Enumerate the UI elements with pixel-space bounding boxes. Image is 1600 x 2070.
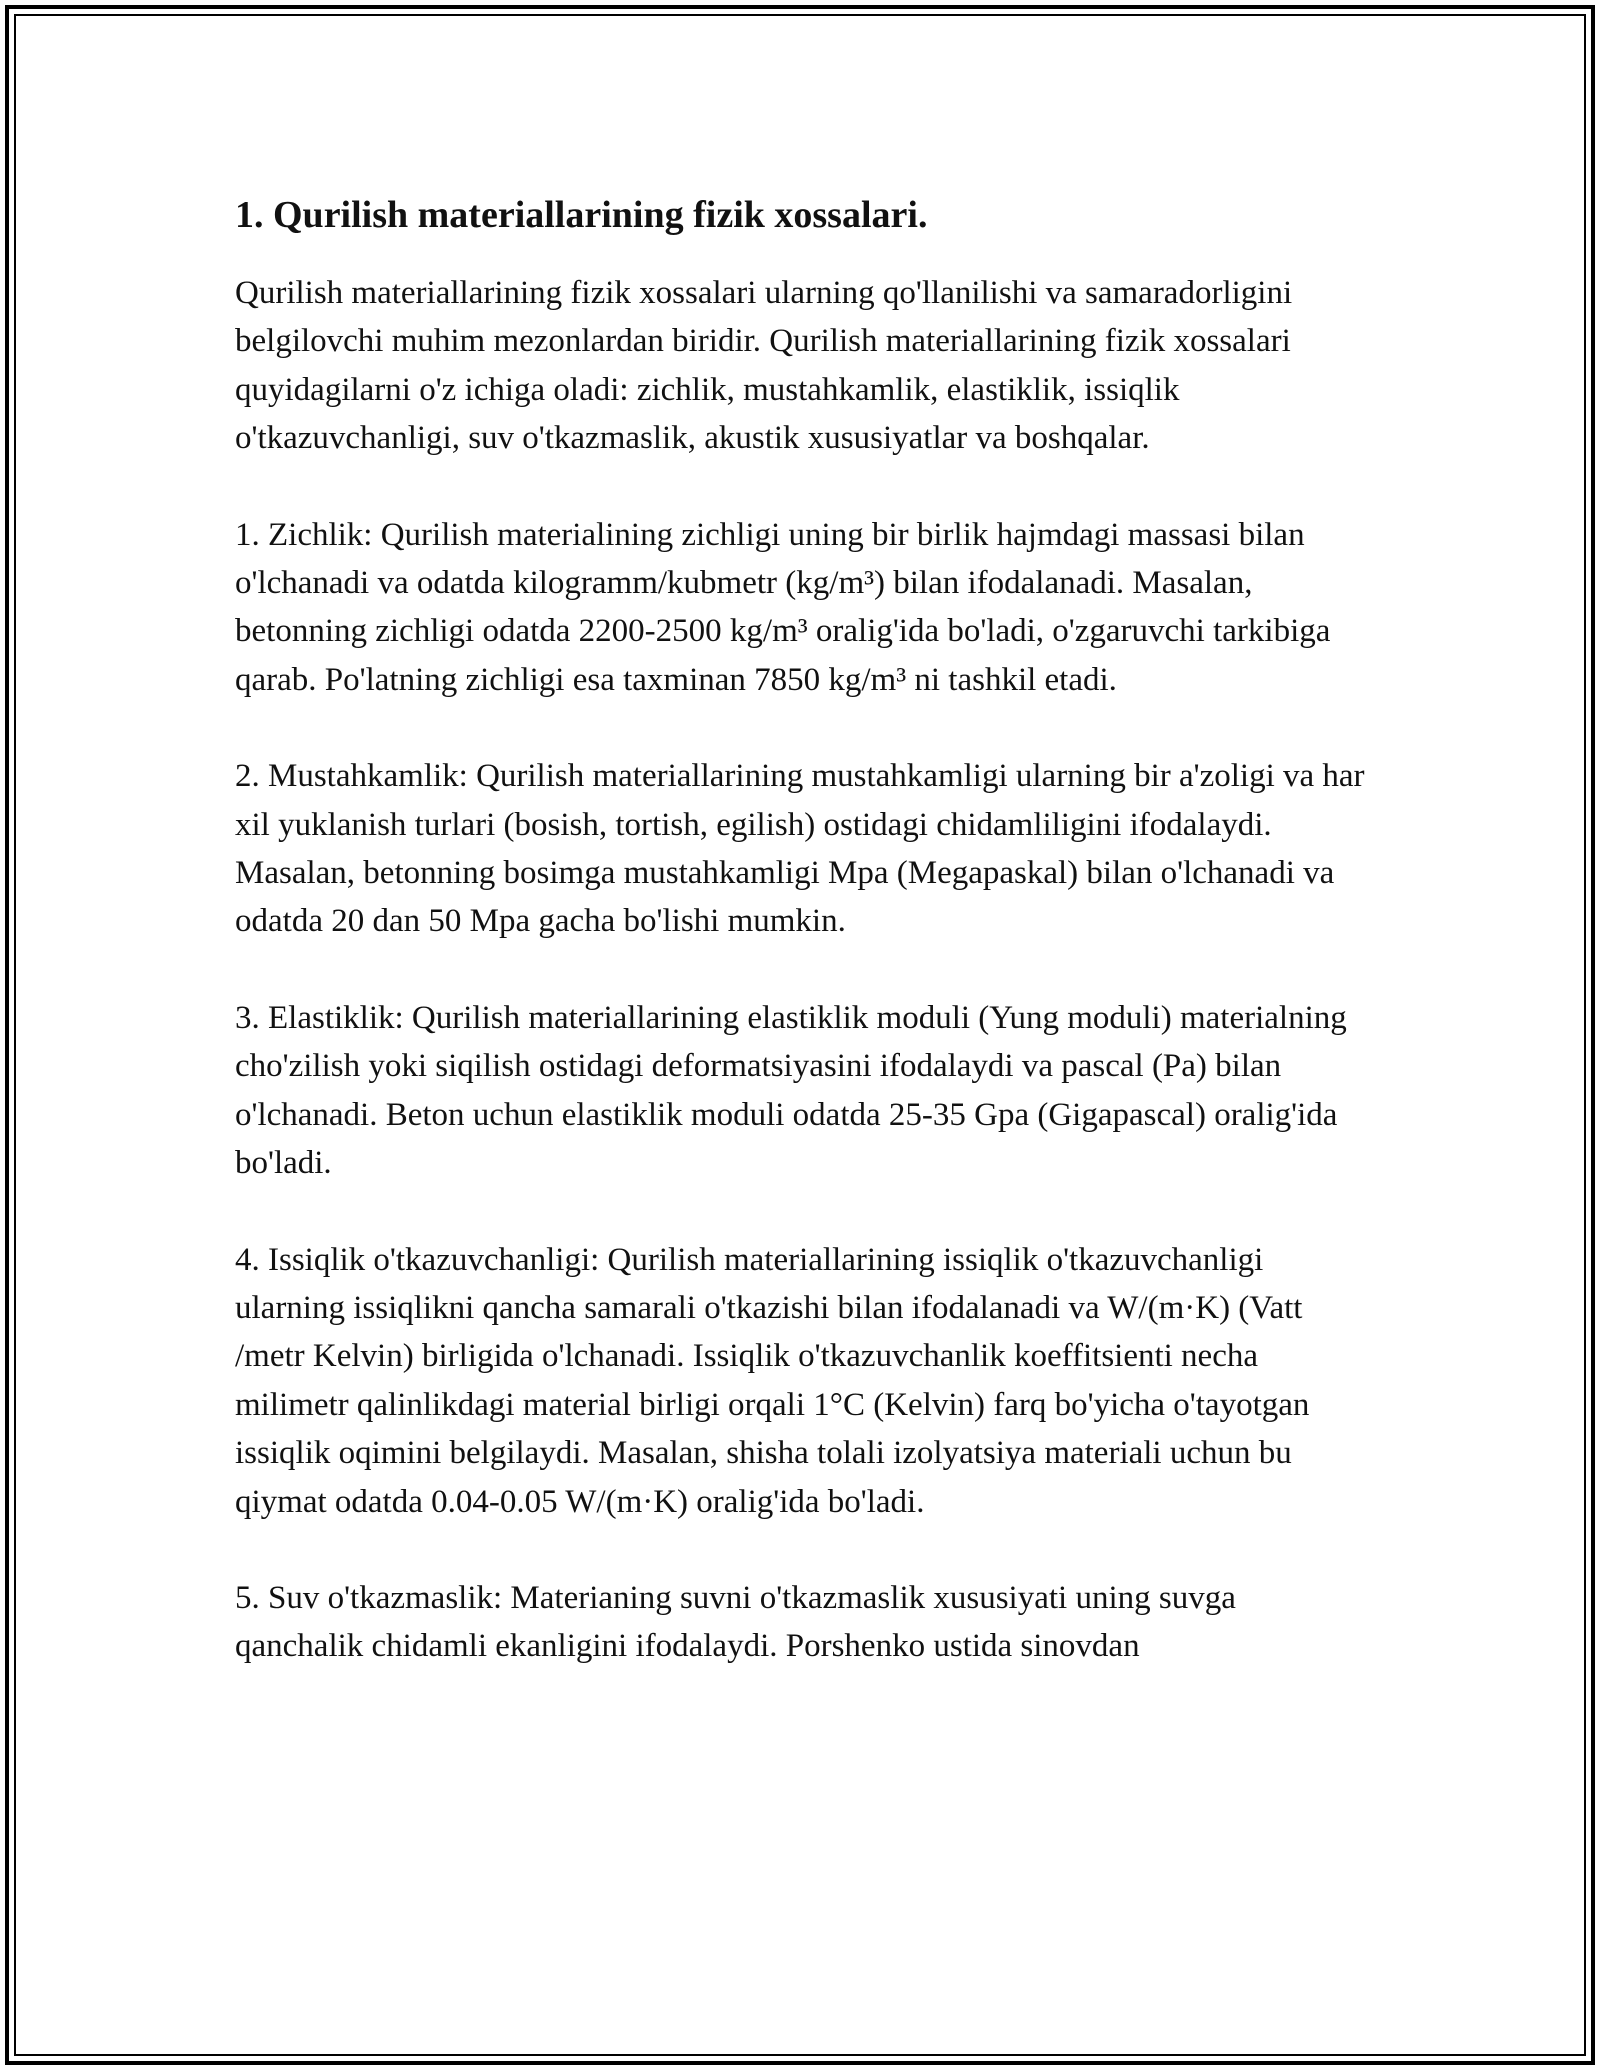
paragraph-density: 1. Zichlik: Qurilish materialining zichligi uning bir birlik hajmdagi massasi bilan o'lchanadi va odatda kilogramm/kubmetr (kg/m³) bilan ifodalanadi. Masalan, betonning zichligi odatda 2200-2500 kg/m³ oralig'ida bo'ladi, o'zgaruvchi tarkibiga qarab. Po'latning zichligi esa taxminan 7850 kg/m³ ni tashkil etadi. <box>235 516 1331 698</box>
paragraph-strength: 2. Mustahkamlik: Qurilish materiallarining mustahkamligi ularning bir a'zoligi va har xil yuklanish turlari (bosish, tortish, egilish) ostidagi chidamliligini ifodalaydi. Masalan, betonning bosimga mustahkamligi Mpa (Megapaskal) bilan o'lchanadi va odatda 20 dan 50 Mpa gacha bo'lishi mumkin. <box>235 758 1365 940</box>
intro-paragraph: Qurilish materiallarining fizik xossalari ularning qo'llanilishi va samaradorligini belgilovchi muhim mezonlardan biridir. Qurilish materiallarining fizik xossalari quyidagilarni o'z ichiga oladi: zichlik, mustahkamlik, elastiklik, issiqlik o'tkazuvchanligi, suv o'tkazmaslik, akustik xususiyatlar va boshqalar. <box>235 275 1293 457</box>
document-body <box>235 185 1365 1719</box>
paragraph-elasticity: 3. Elastiklik: Qurilish materiallarining elastiklik moduli (Yung moduli) materialning cho'zilish yoki siqilish ostidagi deformatsiyasini ifodalaydi va pascal (Pa) bilan o'lchanadi. Beton uchun elastiklik moduli odatda 25-35 Gpa (Gigapascal) oralig'ida bo'ladi. <box>235 999 1347 1182</box>
paragraph-thermal-conductivity: 4. Issiqlik o'tkazuvchanligi: Qurilish materiallarining issiqlik o'tkazuvchanligi ularning issiqlikni qancha samarali o'tkazishi bilan ifodalanadi va W/(m·K) (Vatt /metr Kelvin) birligida o'lchanadi. Issiqlik o'tkazuvchanlik koeffitsienti necha milimetr qalinlikdagi material birligi orqali 1°C (Kelvin) farq bo'yicha o'tayotgan issiqlik oqimini belgilaydi. Masalan, shisha tolali izolyatsiya materiali uchun bu qiymat odatda 0.04-0.05 W/(m·K) oralig'ida bo'ladi. <box>235 1241 1310 1520</box>
paragraph-water-resistance: 5. Suv o'tkazmaslik: Materianing suvni o'tkazmaslik xususiyati uning suvga qanchalik chidamli ekanligini ifodalaydi. Porshenko ustida sinovdan <box>235 1579 1236 1665</box>
section-title: 1. Qurilish materiallarining fizik xossalari. <box>235 194 928 236</box>
